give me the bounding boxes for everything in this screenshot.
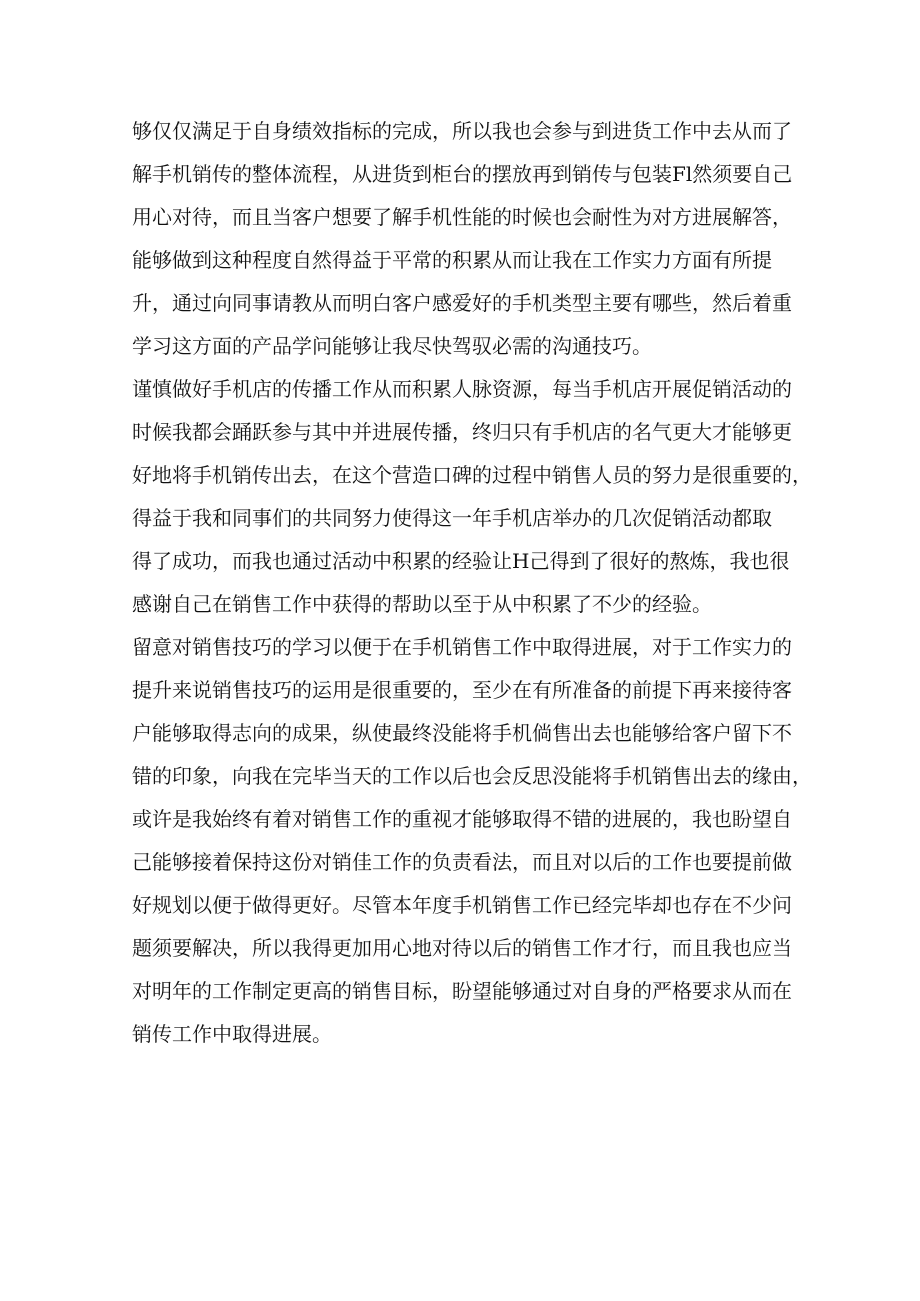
text-line: 够仅仅满足于自身绩效指标的完成，所以我也会参与到进货工作中去从而了 <box>132 119 792 143</box>
text-line: 学习这方面的产品学问能够让我尽快驾驭必需的沟通技巧。 <box>132 334 652 358</box>
text-line: 用心对待，而且当客户想要了解手机性能的时候也会耐性为对方进展解答， <box>132 205 792 229</box>
text-line: 提升来说销售技巧的运用是很重要的，至少在有所准备的前提下再来接待客 <box>132 678 792 702</box>
text-line: 得益于我和同事们的共同努力使得这一年手机店举办的几次促销活动都取 <box>132 506 772 530</box>
text-line: 题须要解决，所以我得更加用心地对待以后的销售工作才行，而且我也应当 <box>132 936 792 960</box>
text-line: 时候我都会踊跃参与其中并进展传播，终归只有手机店的名气更大才能够更 <box>132 420 792 444</box>
text-line: 解手机销传的整体流程，从进货到柜台的摆放再到销传与包装Fl然须要自己 <box>132 162 793 186</box>
text-line: 能够做到这种程度自然得益于平常的积累从而让我在工作实力方面有所提 <box>132 248 772 272</box>
text-line: 己能够接着保持这份对销佳工作的负责看法，而且对以后的工作也要提前做 <box>132 850 792 874</box>
text-line: 得了成功，而我也通过活动中积累的经验让H己得到了很好的熬炼，我也很 <box>132 549 790 573</box>
text-line: 升，通过向同事请教从而明白客户感爱好的手机类型主要有哪些，然后着重 <box>132 291 792 315</box>
text-line: 或许是我始终有着对销售工作的重视才能够取得不错的进展的，我也盼望自 <box>132 807 792 831</box>
paragraph-1 <box>132 110 800 368</box>
text-line: 好规划以便于做得更好。尽管本年度手机销售工作已经完毕却也存在不少问 <box>132 893 792 917</box>
text-line: 谨慎做好手机店的传播工作从而积累人脉资源，每当手机店开展促销活动的 <box>132 377 792 401</box>
text-line: 销传工作中取得进展。 <box>132 1022 332 1046</box>
text-line: 感谢自己在销售工作中获得的帮助以至于从中积累了不少的经验。 <box>132 592 712 616</box>
text-line: 留意对销售技巧的学习以便于在手机销售工作中取得进展，对于工作实力的 <box>132 635 792 659</box>
text-line: 户能够取得志向的成果，纵使最终没能将手机倘售出去也能够给客户留下不 <box>132 721 792 745</box>
paragraph-2 <box>132 368 812 626</box>
text-line: 错的印象，向我在完毕当天的工作以后也会反思没能将手机销售出去的缘由， <box>132 764 812 788</box>
text-line: 对明年的工作制定更高的销售目标，盼望能够通过对自身的严格要求从而在 <box>132 979 792 1003</box>
paragraph-3 <box>132 626 812 1056</box>
text-line: 好地将手机销传出去，在这个营造口碑的过程中销售人员的努力是很重要的， <box>132 463 812 487</box>
document-body <box>132 110 812 1056</box>
